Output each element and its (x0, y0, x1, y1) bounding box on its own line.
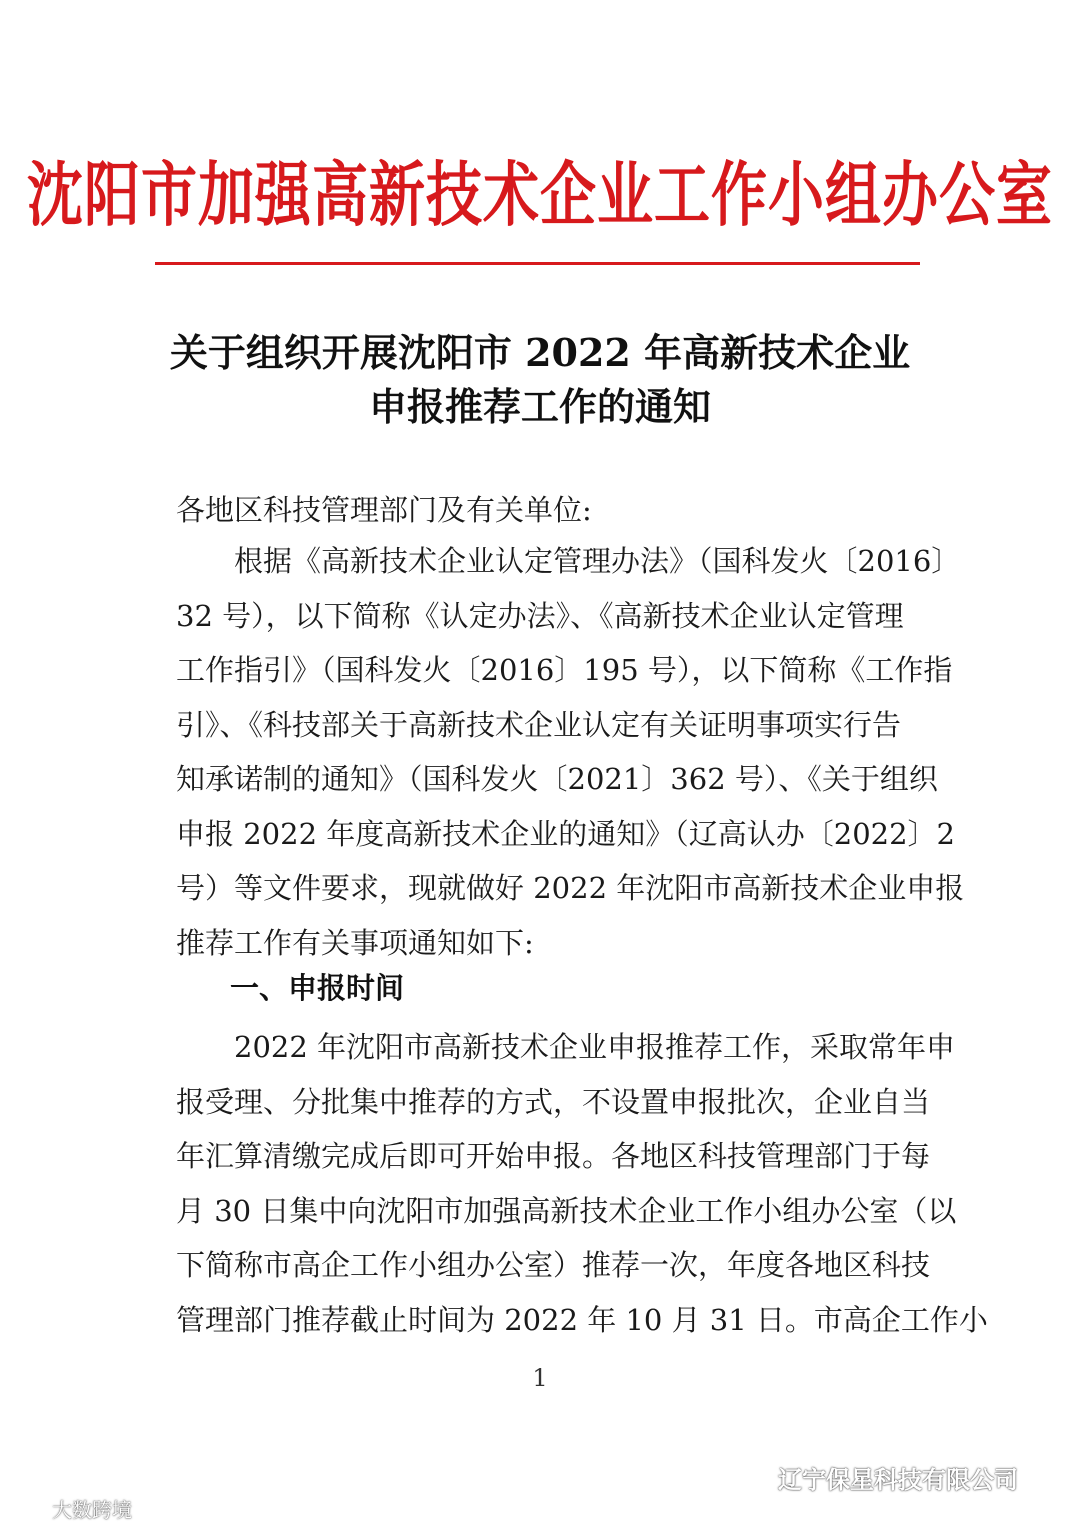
section-heading-1: 一、申报时间 (230, 971, 405, 1005)
paragraph-line: 管理部门推荐截止时间为 2022 年 10 月 31 日。市高企工作小 (176, 1302, 988, 1337)
paragraph-line: 下简称市高企工作小组办公室）推荐一次，年度各地区科技 (176, 1248, 931, 1282)
watermark-left-text: 大数跨境 (52, 1498, 132, 1522)
organization-header: 沈阳市加强高新技术企业工作小组办公室 (27, 155, 1053, 237)
paragraph-line: 申报 2022 年度高新技术企业的通知》（辽高认办〔2022〕2 (176, 816, 955, 851)
paragraph-line: 工作指引》（国科发火〔2016〕195 号），以下简称《工作指 (176, 653, 953, 687)
paragraph-line: 根据《高新技术企业认定管理办法》（国科发火〔2016〕 (234, 544, 961, 578)
document-title-line-2: 申报推荐工作的通知 (368, 384, 711, 429)
paragraph-line: 推荐工作有关事项通知如下: (176, 925, 534, 960)
salutation: 各地区科技管理部门及有关单位: (176, 493, 592, 527)
paragraph-basis (176, 534, 965, 970)
paragraph-line: 报受理、分批集中推荐的方式，不设置申报批次，企业自当 (176, 1084, 931, 1119)
paragraph-line: 知承诺制的通知》（国科发火〔2021〕362 号）、《关于组织 (176, 762, 938, 796)
watermark-right (740, 1460, 1018, 1495)
logo-icon (8, 1498, 48, 1520)
paragraph-line: 年汇算清缴完成后即可开始申报。各地区科技管理部门于每 (176, 1139, 931, 1173)
wechat-icon (740, 1465, 770, 1491)
paragraph-line: 号）等文件要求，现就做好 2022 年沈阳市高新技术企业申报 (176, 871, 965, 905)
page-number: 1 (532, 1364, 548, 1392)
paragraph-line: 32 号），以下简称《认定办法》、《高新技术企业认定管理 (176, 598, 904, 633)
watermark-left (8, 1494, 132, 1523)
document-title-line-1: 关于组织开展沈阳市 2022 年高新技术企业 (169, 330, 911, 375)
paragraph-line: 月 30 日集中向沈阳市加强高新技术企业工作小组办公室（以 (176, 1193, 957, 1228)
watermark-right-text: 辽宁保星科技有限公司 (778, 1466, 1018, 1494)
paragraph-line: 2022 年沈阳市高新技术企业申报推荐工作，采取常年申 (234, 1030, 956, 1064)
red-divider (155, 262, 920, 265)
paragraph-application-time (176, 1020, 988, 1347)
paragraph-line: 引》、《科技部关于高新技术企业认定有关证明事项实行告 (176, 707, 902, 742)
